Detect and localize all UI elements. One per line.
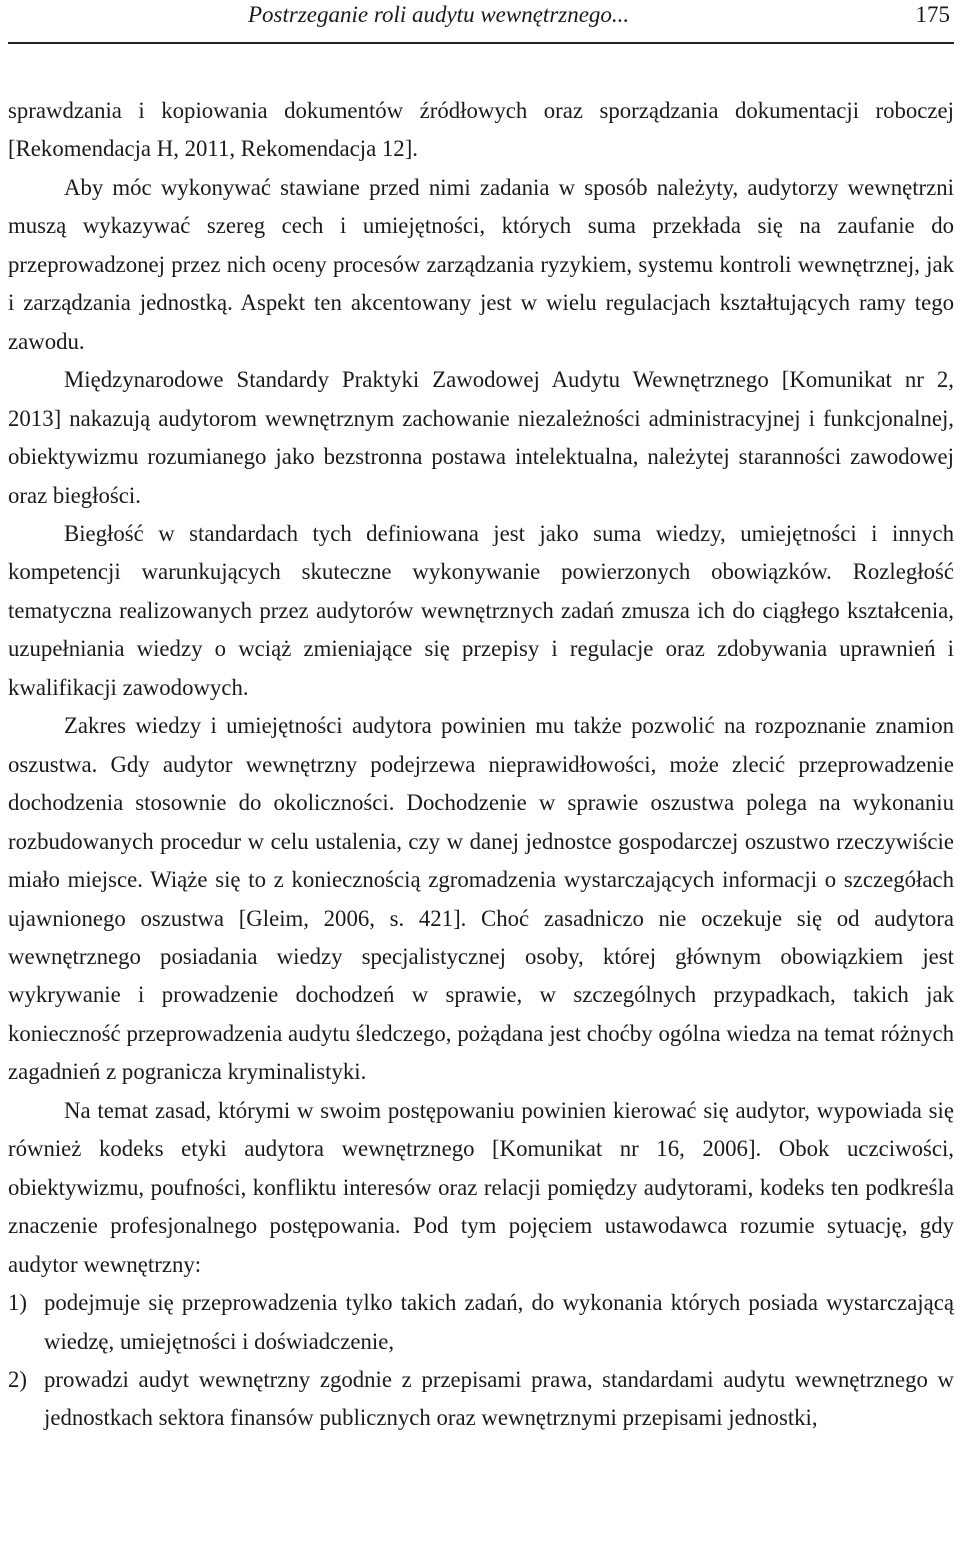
list-item	[8, 1361, 954, 1438]
body-text	[8, 92, 954, 1438]
list-item-text: podejmuje się przeprowadzenia tylko takich zadań, do wykonania których posiada wystarczającą wiedzę, umiejętności i doświadczenie,	[44, 1290, 954, 1354]
numbered-list	[8, 1284, 954, 1438]
paragraph-standards: Międzynarodowe Standardy Praktyki Zawodowej Audytu Wewnętrznego [Komunikat nr 2, 2013] nakazują audytorom wewnętrznym zachowanie niezależności administracyjnej i funkcjonalnej, obiektywizmu rozumianego jako bezstronna postawa intelektualna, należytej staranności zawodowej oraz biegłości.	[8, 367, 954, 508]
paragraph-continuation: sprawdzania i kopiowania dokumentów źródłowych oraz sporządzania dokumentacji roboczej [Rekomendacja H, 2011, Rekomendacja 12].	[8, 98, 954, 162]
list-item-text: prowadzi audyt wewnętrzny zgodnie z przepisami prawa, standardami audytu wewnętrznego w jednostkach sektora finansów publicznych oraz wewnętrznymi przepisami jednostki,	[44, 1366, 954, 1431]
list-marker: 2)	[8, 1366, 27, 1392]
paragraph-auditor-qualities: Aby móc wykonywać stawiane przed nimi zadania w sposób należyty, audytorzy wewnętrzni muszą wykazywać szereg cech i umiejętności, których suma przekłada się na zaufanie do przeprowadzonej przez nich oceny procesów zarządzania ryzykiem, systemu kontroli wewnętrznej, jak i zarządzania jednostką. Aspekt ten akcentowany jest w wielu regulacjach kształtujących ramy tego zawodu.	[8, 174, 954, 354]
list-marker: 1)	[8, 1290, 27, 1316]
list-item	[8, 1284, 954, 1361]
page-number: 175	[915, 2, 950, 27]
running-header	[8, 0, 954, 44]
paragraph-code-of-ethics: Na temat zasad, którymi w swoim postępowaniu powinien kierować się audytor, wypowiada się również kodeks etyki audytora wewnętrznego [Komunikat nr 16, 2006]. Obok uczciwości, obiektywizmu, poufności, konfliktu interesów oraz relacji pomiędzy audytorami, kodeks ten podkreśla znaczenie profesjonalnego postępowania. Pod tym pojęciem ustawodawca rozumie sytuację, gdy audytor wewnętrzny:	[8, 1097, 954, 1277]
paragraph-fraud: Zakres wiedzy i umiejętności audytora powinien mu także pozwolić na rozpoznanie znamion oszustwa. Gdy audytor wewnętrzny podejrzewa nieprawidłowości, może zlecić przeprowadzenie dochodzenia stosownie do okoliczności. Dochodzenie w sprawie oszustwa polega na wykonaniu rozbudowanych procedur w celu ustalenia, czy w danej jednostce gospodarczej oszustwo rzeczywiście miało miejsce. Wiąże się to z koniecznością zgromadzenia wystarczających informacji o szczegółach ujawnionego oszustwa [Gleim, 2006, s. 421]. Choć zasadniczo nie oczekuje się od audytora wewnętrznego posiadania wiedzy specjalistycznej osoby, której głównym obowiązkiem jest wykrywanie i prowadzenie dochodzeń w sprawie, w szczególnych przypadkach, takich jak konieczność przeprowadzenia audytu śledczego, pożądana jest choćby ogólna wiedza na temat różnych zagadnień z pogranicza kryminalistyki.	[8, 713, 954, 1085]
document-page	[8, 0, 954, 1438]
running-title: Postrzeganie roli audytu wewnętrznego...	[248, 2, 630, 27]
paragraph-proficiency: Biegłość w standardach tych definiowana jest jako suma wiedzy, umiejętności i innych kompetencji warunkujących skuteczne wykonywanie powierzonych obowiązków. Rozległość tematyczna realizowanych przez audytorów wewnętrznych zadań zmusza ich do ciągłego kształcenia, uzupełniania wiedzy o wciąż zmieniające się przepisy i regulacje oraz zdobywania uprawnień i kwalifikacji zawodowych.	[8, 520, 954, 700]
